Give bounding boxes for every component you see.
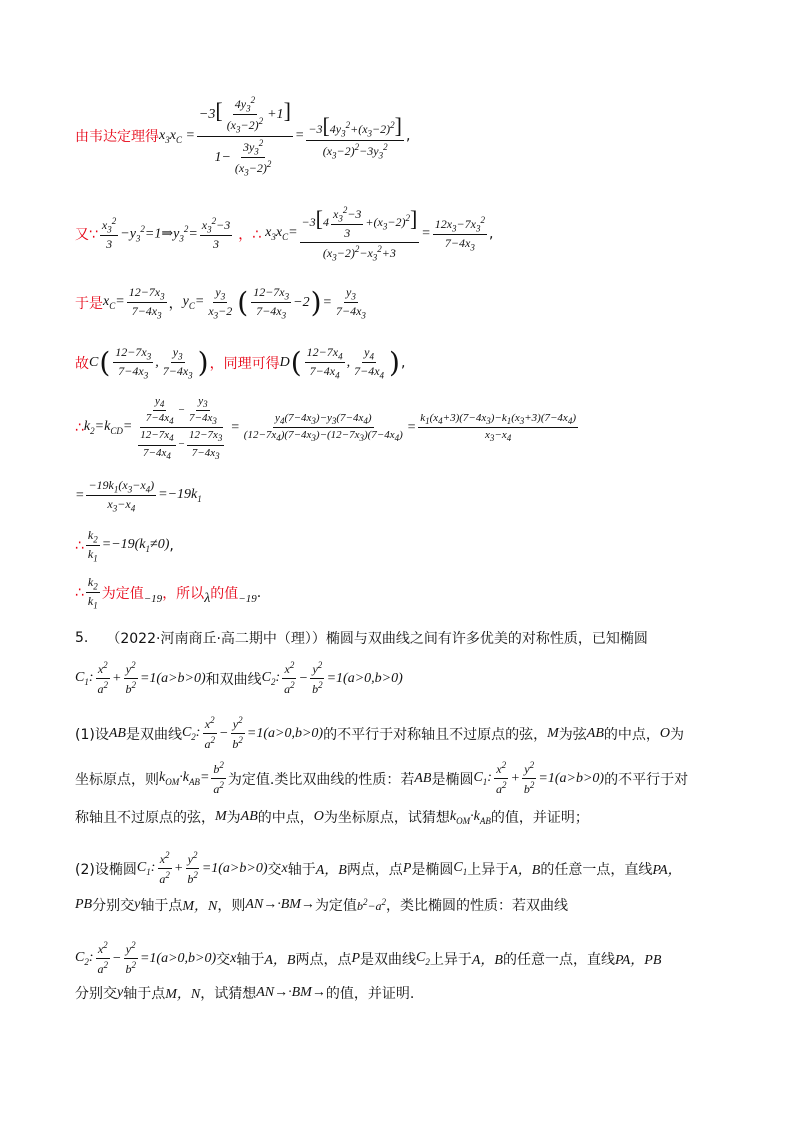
vieta-line: 由韦达定理得 $x_3x_C$ = −3[ $\frac{4y_3^2}{(x_3-2)^2}$ +1] 1− $\frac{3y_3^2}{(x_3-2)^2}$ = $\frac{-3[4y_3^2+(x_3-2)^2]}{(x_3-2)^2-3y_3^2}$ , xyxy=(75,95,411,178)
ratio-line: ∴ $\frac{k_2}{k_1}$ $=-19(k_1\ne 0)$ , xyxy=(75,528,174,564)
part2-line3: $C_2$: $\frac{x^2}{a^2}$ − $\frac{y^2}{b^2}$ =1(a>0,b>0) 交 x 轴于 A，B 两点，点 P 是双曲线 $C_2$ 上异于 A，B 的任意一点，直线 PA，PB xyxy=(75,940,662,976)
similarly-label: 同理可得 xyxy=(223,355,280,372)
part2-line1: (2)设椭圆 $C_1$: $\frac{x^2}{a^2}$ + $\frac{y^2}{b^2}$ =1(a>b>0) 交 x 轴于 A，B 两点，点 P 是椭圆 $C_1$ 上异于 A，B 的任意一点，直线 PA， xyxy=(75,850,682,886)
also-label: 又∵ xyxy=(75,226,98,243)
part1-line2: 坐标原点，则 $k_{OM}\cdot k_{AB}=$ $\frac{b^2}{a^2}$ 为定值.类比双曲线的性质：若 AB 是椭圆 $C_1$: $\frac{x^2}{a^2}$ + $\frac{y^2}{b^2}$ =1(a>b>0) 的不平行于对 xyxy=(75,760,689,796)
thus-label: 于是 xyxy=(75,295,103,312)
so-label: 故 xyxy=(75,355,89,372)
simplify-line: = $\frac{-19k_1(x_3-x_4)}{x_3-x_4}$ $=-19k_1$ xyxy=(75,478,202,514)
part1-line1: (1)设 AB 是双曲线 $C_2$: $\frac{x^2}{a^2}$ − $\frac{y^2}{b^2}$ =1(a>0,b>0) 的不平行于对称轴且不过原点的弦， M 为弦 AB 的中点， O 为 xyxy=(75,715,684,751)
problem-5-curves: $C_1$: $\frac{x^2}{a^2}$ + $\frac{y^2}{b^2}$ =1(a>b>0) 和双曲线 $C_2$: $\frac{x^2}{a^2}$ − $\frac{y^2}{b^2}$ =1(a>0,b>0) xyxy=(75,660,403,696)
formula-x3xc: $x_3x_C$ = xyxy=(159,127,195,145)
fraction-vieta-left: −3[ $\frac{4y_3^2}{(x_3-2)^2}$ +1] 1− $\frac{3y_3^2}{(x_3-2)^2}$ xyxy=(198,95,291,178)
part2-line2: PB 分别交 y 轴于点 M，N ，则 AN→·BM→ 为定值 $b^2-a^2$ ，类比椭圆的性质：若双曲线 xyxy=(75,896,569,914)
thus-line: 于是 $x_C=$ $\frac{12-7x_3}{7-4x_3}$ ， $y_C=$ $\frac{y_3}{x_3-2}$ ( $\frac{12-7x_3}{7-4x_3}$ −2 ) = $\frac{y_3}{7-4x_3}$ xyxy=(75,285,366,321)
problem-number: 5. xyxy=(75,630,89,646)
fraction-vieta-right: $\frac{-3[4y_3^2+(x_3-2)^2]}{(x_3-2)^2-3y_3^2}$ xyxy=(308,112,402,160)
part1-line3: 称轴且不过原点的弦， M 为 AB 的中点， O 为坐标原点，试猜想 $k_{OM}\cdot k_{AB}$ 的值，并证明； xyxy=(75,808,589,826)
fraction-x3xc: −3[4 $\frac{x_3^2-3}{3}$ $+(x_3-2)^2$] $(x_3-2)^2-x_3^2+3$ xyxy=(301,205,418,263)
also-line: 又∵ $\frac{x_3^2}{3}$ $-y_3^2=1\Rightarrow y_3^2=$ $\frac{x_3^2-3}{3}$ ，∴ $x_3x_C=$ −3[4 $\frac{x_3^2-3}{3}$ $+(x_3-2)^2$] $(x_3-2)^2-x_3^2+3$ = $\frac{12x_3-7x_3^2}{7-4x_3}$ , xyxy=(75,205,494,263)
so-line: 故 C ( $\frac{12-7x_3}{7-4x_3}$ , $\frac{y_3}{7-4x_3}$ ) ， 同理可得 D ( $\frac{12-7x_4}{7-4x_4}$ , $\frac{y_4}{7-4x_4}$ ) , xyxy=(75,345,406,381)
problem-5-header: 5. （2022·河南商丘·高二期中（理）） 椭圆与双曲线之间有许多优美的对称性质，已知椭圆 xyxy=(75,630,648,647)
conclusion-line: ∴ $\frac{k_2}{k_1}$ 为定值 −19 ，所以 λ 的值 −19 . xyxy=(75,575,262,611)
problem-source: （2022·河南商丘·高二期中（理）） xyxy=(106,631,326,647)
part2-line4: 分别交 y 轴于点 M，N ，试猜想 AN→·BM→ 的值，并证明. xyxy=(75,985,415,1002)
k2-line: ∴ $k_2=k_{CD}=$ $\frac{y_4}{7-4x_4}$ − $\frac{y_3}{7-4x_3}$ $\frac{12-7x_4}{7-4x_4}$ − $\frac{12-7x_3}{7-4x_3}$ = $\frac{y_4(7-4x_3)-y_3(7-4x_4)}{(12-7x_4)(7-4x_3)-(12-7x_3)(7-4x_4)}$ = $\frac{k_1(x_4+3)(7-4x_3)-k_1(x_3+3)(7-4x_4)}{x_3-x_4}$ xyxy=(75,395,576,461)
vieta-label: 由韦达定理得 xyxy=(75,129,159,146)
